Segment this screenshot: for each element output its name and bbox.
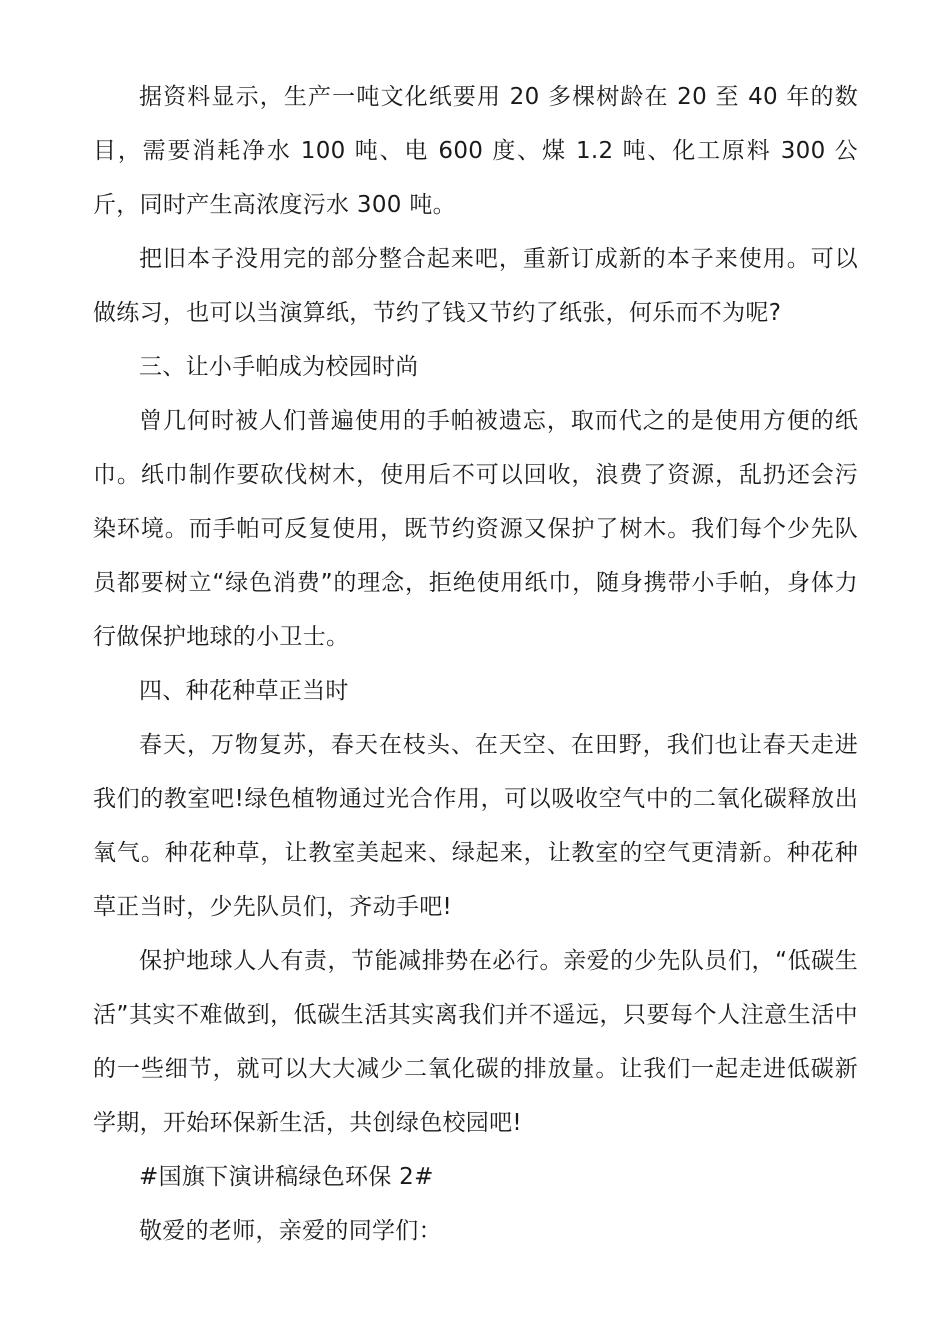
paragraph-paper-consumption: 据资料显示，生产一吨文化纸要用 20 多棵树龄在 20 至 40 年的数目，需要消耗净水 100 吨、电 600 度、煤 1.2 吨、化工原料 300 公斤，同时产生高浓度污水 300 吨。 — [93, 84, 858, 218]
document-page — [93, 70, 858, 1258]
paragraph-low-carbon: 保护地球人人有责，节能减排势在必行。亲爱的少先队员们，“低碳生活”其实不难做到，低碳生活其实离我们并不遥远，只要每个人注意生活中的一些细节，就可以大大减少二氧化碳的排放量。让我们一起走进低碳新学期，开始环保新生活，共创绿色校园吧! — [93, 948, 858, 1136]
section-heading-handkerchief: 三、让小手帕成为校园时尚 — [139, 354, 419, 380]
speech-greeting: 敬爱的老师，亲爱的同学们： — [139, 1218, 442, 1244]
speech-title: #国旗下演讲稿绿色环保 2# — [139, 1164, 434, 1190]
paragraph-plant-flowers: 春天，万物复苏，春天在枝头、在天空、在田野，我们也让春天走进我们的教室吧!绿色植物通过光合作用，可以吸收空气中的二氧化碳释放出氧气。种花种草，让教室美起来、绿起来，让教室的空气更清新。种花种草正当时，少先队员们，齐动手吧! — [93, 732, 858, 920]
paragraph-handkerchief: 曾几何时被人们普遍使用的手帕被遗忘，取而代之的是使用方便的纸巾。纸巾制作要砍伐树木，使用后不可以回收，浪费了资源，乱扔还会污染环境。而手帕可反复使用，既节约资源又保护了树木。我们每个少先队员都要树立“绿色消费”的理念，拒绝使用纸巾，随身携带小手帕，身体力行做保护地球的小卫士。 — [93, 408, 858, 650]
paragraph-reuse-notebooks: 把旧本子没用完的部分整合起来吧，重新订成新的本子来使用。可以做练习，也可以当演算纸，节约了钱又节约了纸张，何乐而不为呢? — [93, 246, 858, 326]
section-heading-plant-flowers: 四、种花种草正当时 — [139, 678, 349, 704]
